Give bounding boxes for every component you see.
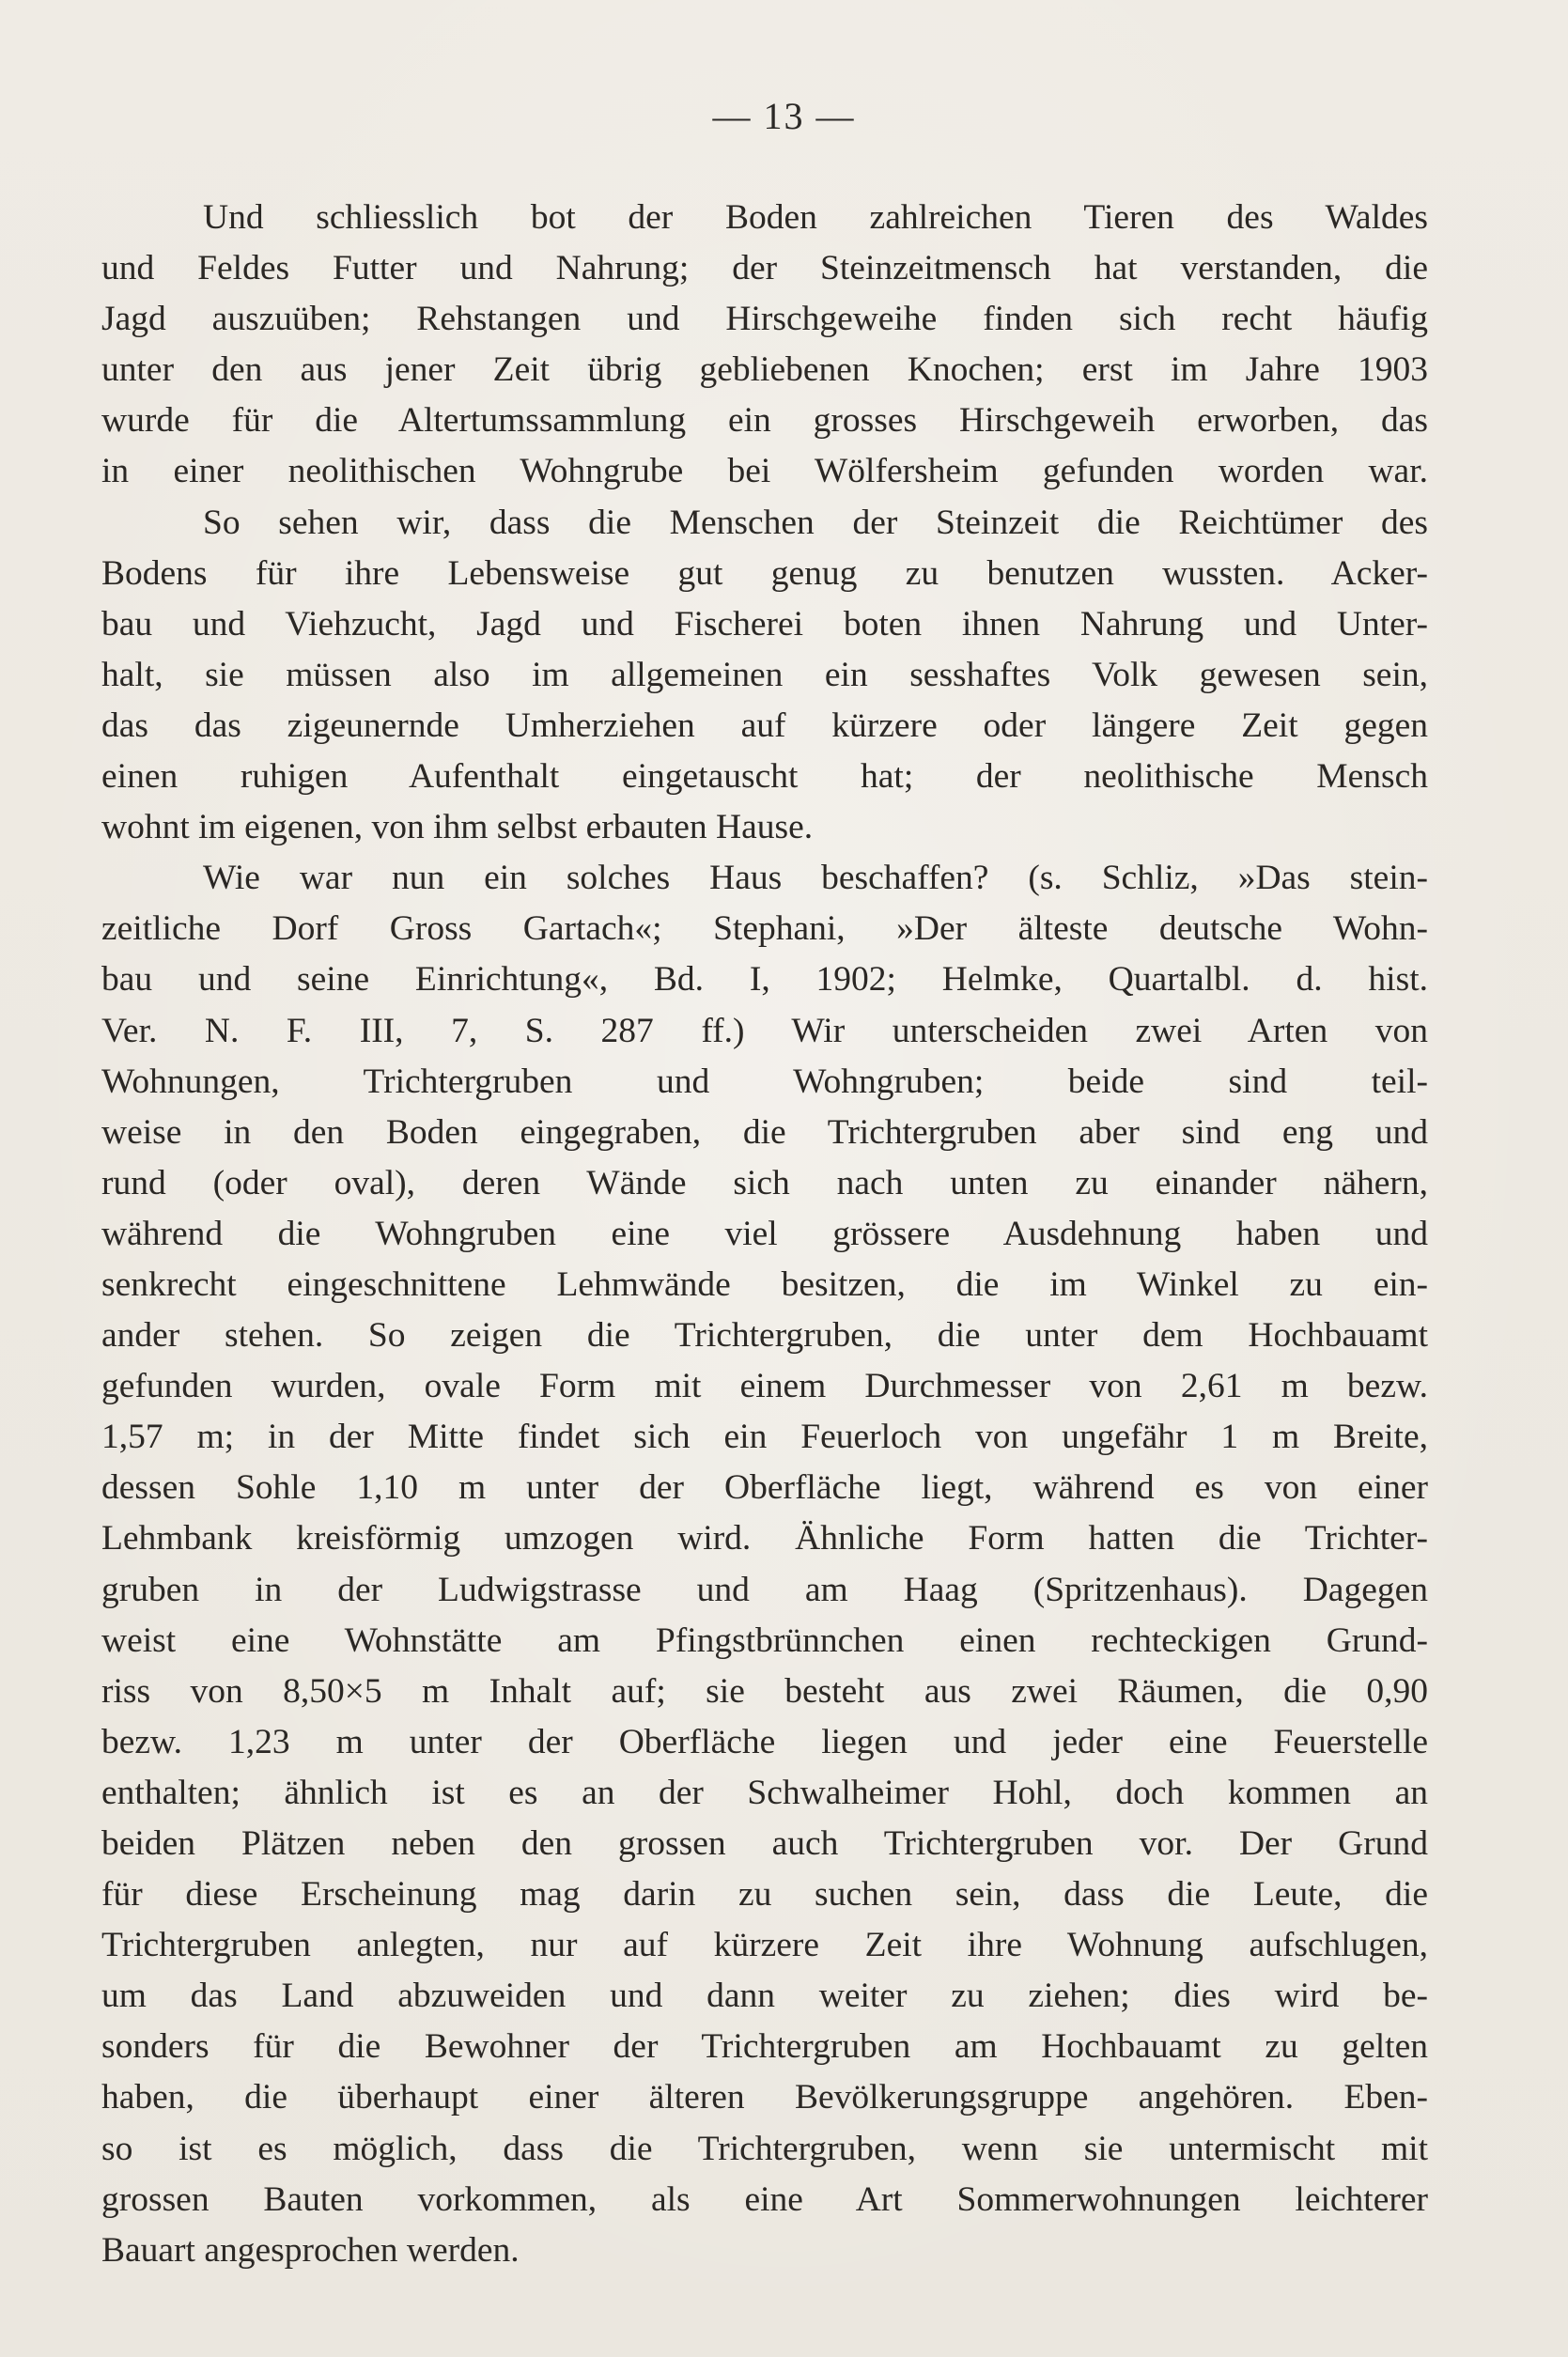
text-line: und Feldes Futter und Nahrung; der Steinzeitmensch hat verstanden, die (101, 249, 1428, 288)
text-line: weise in den Boden eingegraben, die Trichtergruben aber sind eng und (101, 1112, 1428, 1152)
text-line: während die Wohngruben eine viel grössere Ausdehnung haben und (101, 1214, 1428, 1253)
text-line: Bauart angesprochen werden. (101, 2230, 520, 2270)
text-line: haben, die überhaupt einer älteren Bevölkerungsgruppe angehören. Eben- (101, 2078, 1428, 2117)
text-line: 1,57 m; in der Mitte findet sich ein Feuerloch von ungefähr 1 m Breite, (101, 1418, 1428, 1457)
text-line: So sehen wir, dass die Menschen der Steinzeit die Reichtümer des (203, 503, 1428, 542)
text-line: Ver. N. F. III, 7, S. 287 ff.) Wir unterscheiden zwei Arten von (101, 1011, 1428, 1050)
text-line: zeitliche Dorf Gross Gartach«; Stephani, »Der älteste deutsche Wohn- (101, 909, 1428, 949)
text-line: weist eine Wohnstätte am Pfingstbrünnchen einen rechteckigen Grund- (101, 1620, 1428, 1660)
text-line: wurde für die Altertumssammlung ein grosses Hirschgeweih erworben, das (101, 401, 1428, 441)
body-text (101, 193, 1428, 2276)
text-line: Wohnungen, Trichtergruben und Wohngruben; beide sind teil- (101, 1062, 1428, 1101)
text-line: Wie war nun ein solches Haus beschaffen? (s. Schliz, »Das stein- (203, 859, 1428, 898)
text-line: grossen Bauten vorkommen, als eine Art Sommerwohnungen leichterer (101, 2179, 1428, 2219)
text-line: Trichtergruben anlegten, nur auf kürzere Zeit ihre Wohnung aufschlugen, (101, 1926, 1428, 1965)
text-line: halt, sie müssen also im allgemeinen ein sesshaftes Volk gewesen sein, (101, 655, 1428, 694)
text-line: unter den aus jener Zeit übrig gebliebenen Knochen; erst im Jahre 1903 (101, 350, 1428, 390)
text-line: enthalten; ähnlich ist es an der Schwalheimer Hohl, doch kommen an (101, 1773, 1428, 1812)
text-line: gruben in der Ludwigstrasse und am Haag (Spritzenhaus). Dagegen (101, 1570, 1428, 1609)
text-line: Bodens für ihre Lebensweise gut genug zu benutzen wussten. Acker- (101, 553, 1428, 593)
text-line: bezw. 1,23 m unter der Oberfläche liegen und jeder eine Feuerstelle (101, 1722, 1428, 1761)
text-line: Und schliesslich bot der Boden zahlreichen Tieren des Waldes (203, 198, 1428, 237)
text-line: das das zigeunernde Umherziehen auf kürzere oder längere Zeit gegen (101, 706, 1428, 745)
text-line: in einer neolithischen Wohngrube bei Wölfersheim gefunden worden war. (101, 452, 1428, 491)
text-line: bau und Viehzucht, Jagd und Fischerei boten ihnen Nahrung und Unter- (101, 604, 1428, 644)
text-line: senkrecht eingeschnittene Lehmwände besitzen, die im Winkel zu ein- (101, 1264, 1428, 1304)
text-line: so ist es möglich, dass die Trichtergruben, wenn sie untermischt mit (101, 2129, 1428, 2168)
page-number: — 13 — (712, 95, 856, 137)
text-line: beiden Plätzen neben den grossen auch Trichtergruben vor. Der Grund (101, 1824, 1428, 1863)
text-line: rund (oder oval), deren Wände sich nach unten zu einander nähern, (101, 1163, 1428, 1202)
text-line: Jagd auszuüben; Rehstangen und Hirschgeweihe finden sich recht häufig (101, 300, 1428, 339)
text-line: dessen Sohle 1,10 m unter der Oberfläche liegt, während es von einer (101, 1468, 1428, 1508)
text-line: bau und seine Einrichtung«, Bd. I, 1902; Helmke, Quartalbl. d. hist. (101, 960, 1428, 1000)
text-line: gefunden wurden, ovale Form mit einem Durchmesser von 2,61 m bezw. (101, 1367, 1428, 1406)
text-line: ander stehen. So zeigen die Trichtergruben, die unter dem Hochbauamt (101, 1316, 1428, 1356)
text-line: sonders für die Bewohner der Trichtergruben am Hochbauamt zu gelten (101, 2027, 1428, 2067)
text-line: für diese Erscheinung mag darin zu suchen sein, dass die Leute, die (101, 1875, 1428, 1915)
text-line: um das Land abzuweiden und dann weiter zu ziehen; dies wird be- (101, 1977, 1428, 2016)
text-line: wohnt im eigenen, von ihm selbst erbauten Hause. (101, 808, 814, 847)
text-line: einen ruhigen Aufenthalt eingetauscht hat; der neolithische Mensch (101, 757, 1428, 797)
text-line: Lehmbank kreisförmig umzogen wird. Ähnliche Form hatten die Trichter- (101, 1519, 1428, 1558)
text-line: riss von 8,50×5 m Inhalt auf; sie besteht aus zwei Räumen, die 0,90 (101, 1671, 1428, 1711)
